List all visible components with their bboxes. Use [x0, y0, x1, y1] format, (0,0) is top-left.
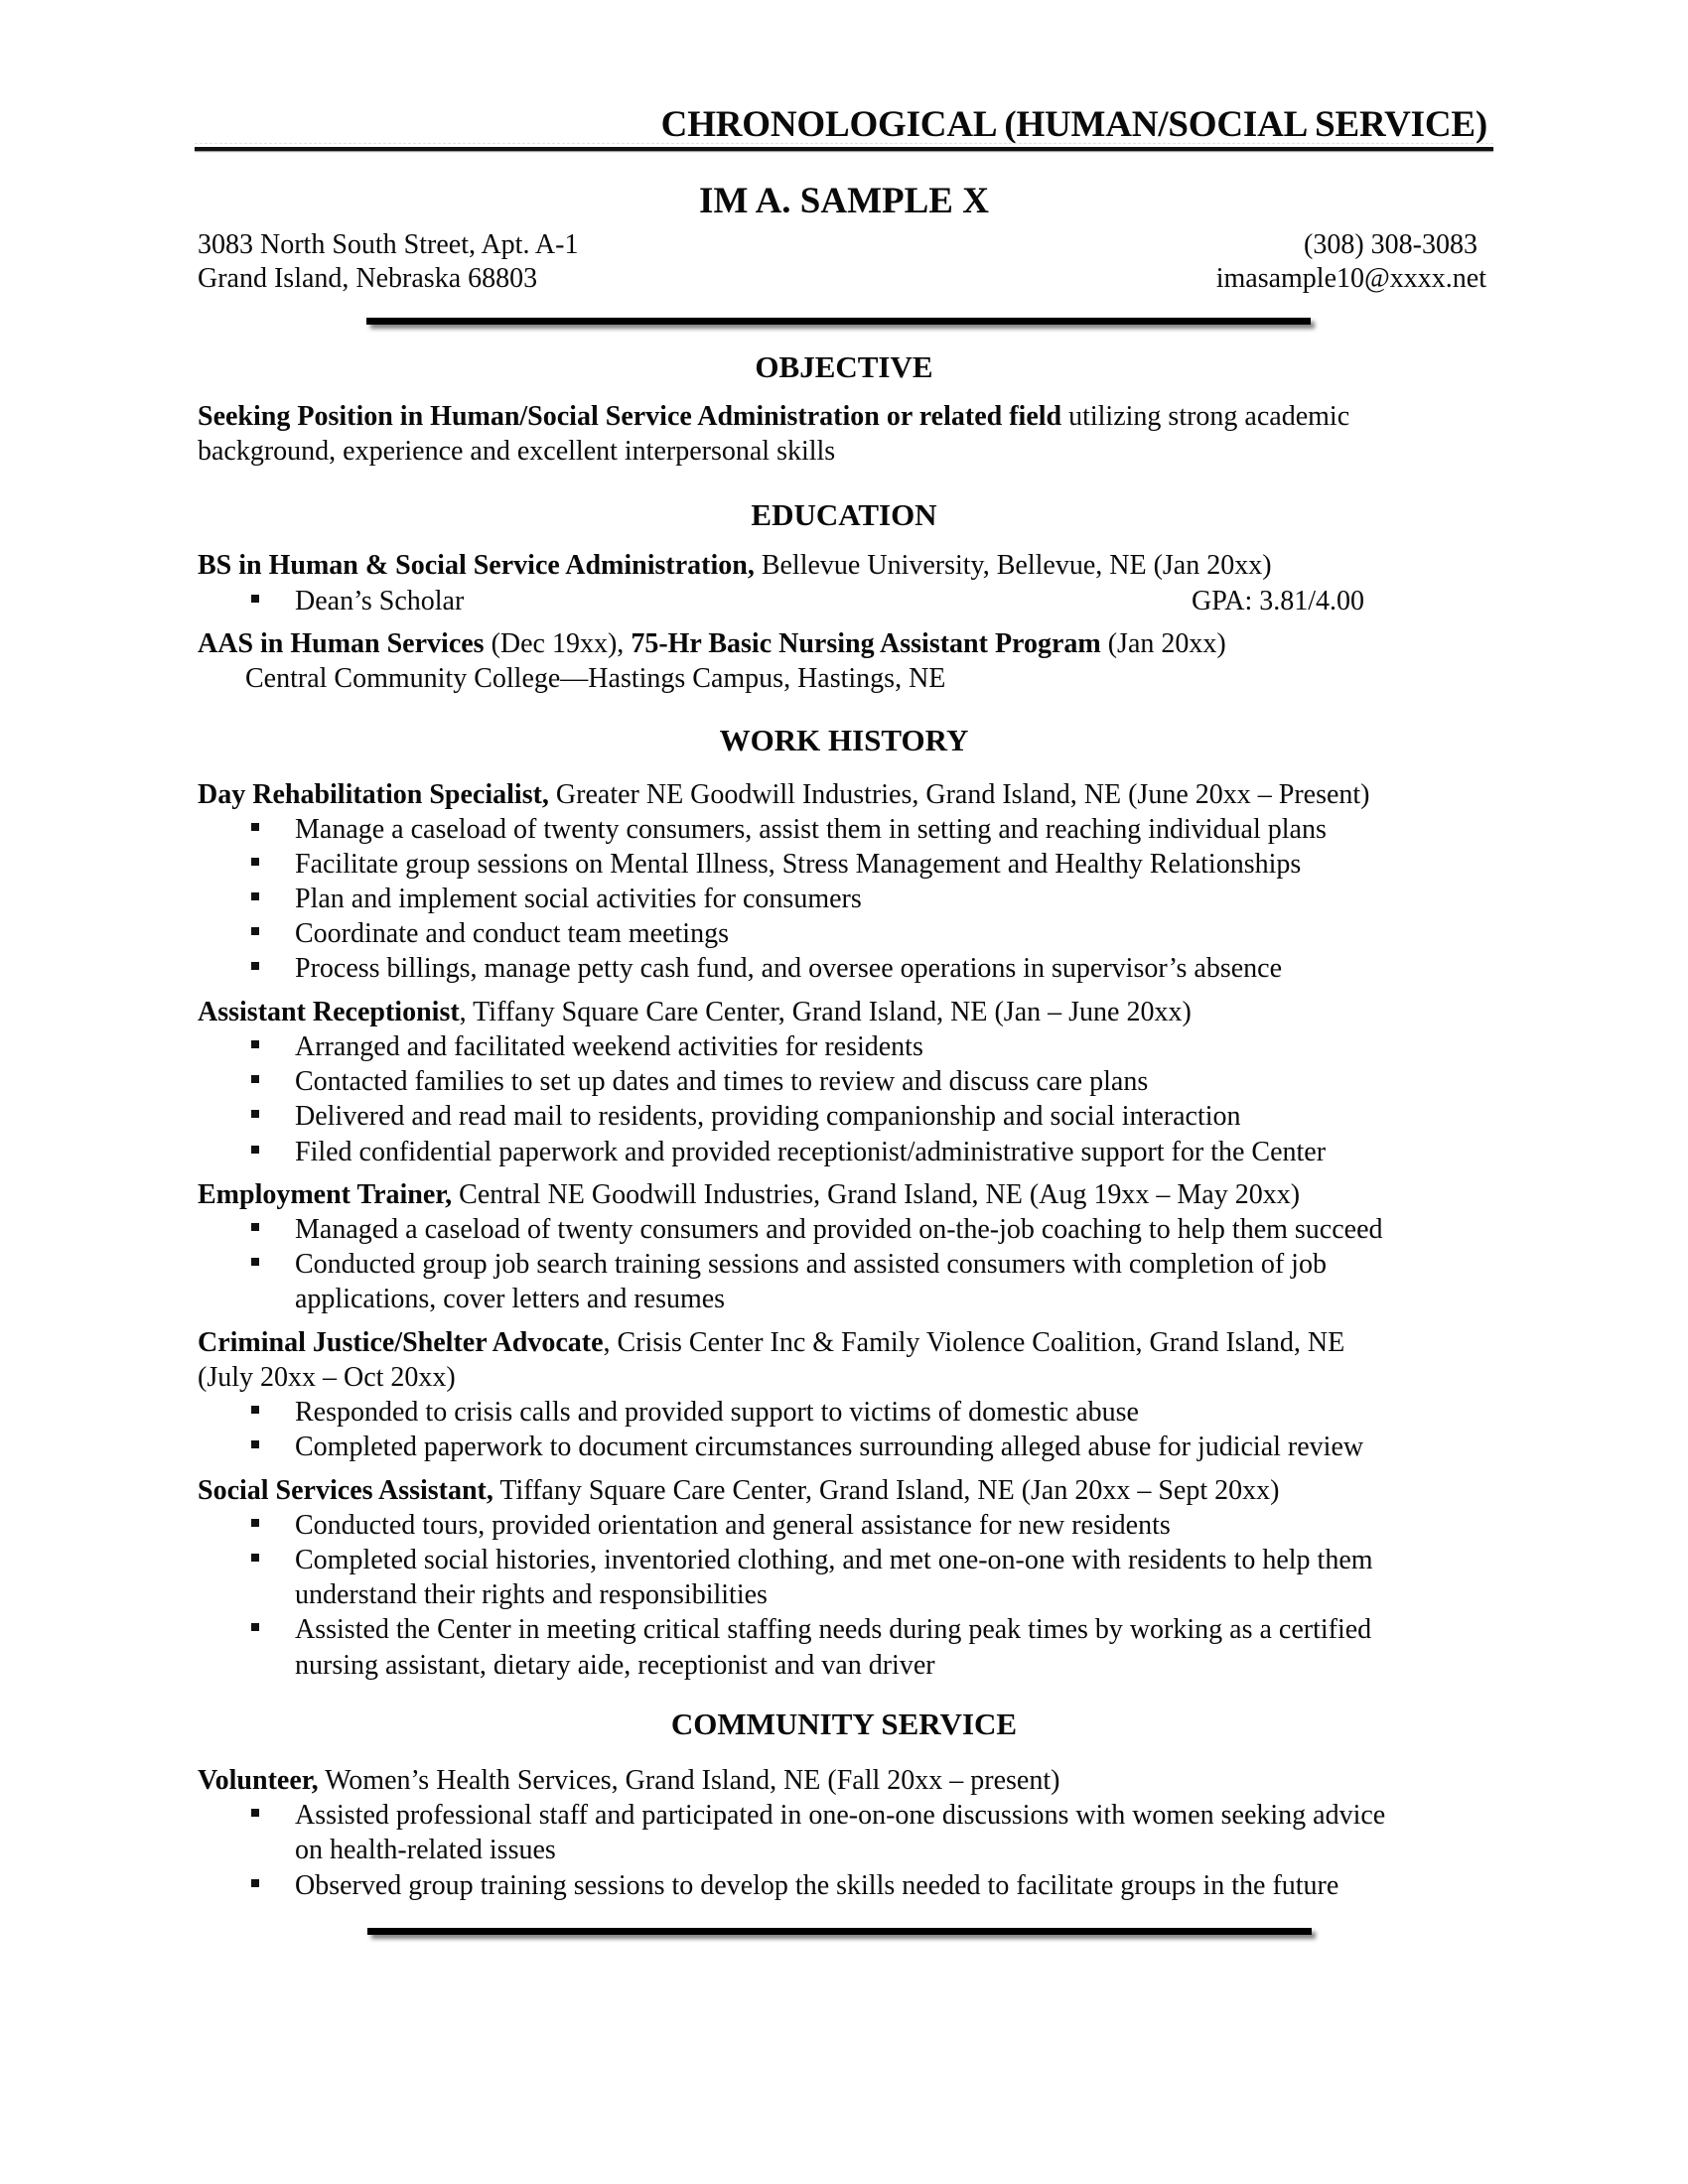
objective-text: utilizing strong academic	[1061, 401, 1350, 432]
volunteer-heading	[198, 1763, 1059, 1798]
degree-2-program: 75-Hr Basic Nursing Assistant Program	[631, 628, 1101, 659]
objective-line-1	[198, 399, 1349, 434]
job-bullet: Contacted families to set up dates and times to review and discuss care plans	[295, 1066, 1149, 1097]
bullet-icon	[251, 1519, 259, 1527]
bullet-icon	[251, 858, 259, 866]
job-bullet: Facilitate group sessions on Mental Illness, Stress Management and Healthy Relationships	[295, 849, 1302, 880]
job-bullet: Arranged and facilitated weekend activities for residents	[295, 1031, 923, 1062]
degree-2-program-date: (Jan 20xx)	[1100, 628, 1226, 659]
address-line-1: 3083 North South Street, Apt. A-1	[198, 229, 579, 260]
job-heading	[198, 1177, 1300, 1212]
job-title: Day Rehabilitation Specialist,	[198, 779, 549, 810]
job-details: Greater NE Goodwill Industries, Grand Island, NE (June 20xx – Present)	[548, 779, 1370, 810]
bullet-icon	[251, 1554, 259, 1562]
volunteer-title: Volunteer,	[198, 1765, 319, 1796]
volunteer-bullet: Assisted professional staff and participated in one-on-one discussions with women seeking advice	[295, 1800, 1386, 1831]
degree-2	[198, 626, 1226, 661]
bullet-icon	[251, 927, 259, 935]
degree-1-honor: Dean’s Scholar	[295, 586, 465, 616]
header-dashed-guide	[195, 143, 1493, 144]
header-rule	[195, 147, 1493, 151]
job-bullet-continuation: nursing assistant, dietary aide, receptionist and van driver	[295, 1650, 935, 1681]
job-title: Social Services Assistant,	[198, 1475, 493, 1506]
bullet-icon	[251, 1040, 259, 1048]
bullet-icon	[251, 1110, 259, 1118]
volunteer-bullet: Observed group training sessions to develop the skills needed to facilitate groups in the future	[295, 1870, 1339, 1901]
section-divider-bottom	[367, 1928, 1312, 1935]
job-bullet: Coordinate and conduct team meetings	[295, 918, 729, 949]
bullet-icon	[251, 1258, 259, 1266]
job-bullet: Delivered and read mail to residents, providing companionship and social interaction	[295, 1101, 1241, 1132]
bullet-icon	[251, 1075, 259, 1083]
job-title: Assistant Receptionist	[198, 997, 460, 1027]
degree-2-title: AAS in Human Services	[198, 628, 485, 659]
bullet-icon	[251, 962, 259, 970]
job-bullet: Conducted group job search training sessions and assisted consumers with completion of job	[295, 1249, 1327, 1280]
job-bullet: Completed social histories, inventoried clothing, and met one-on-one with residents to help them	[295, 1545, 1373, 1575]
bullet-icon	[251, 1146, 259, 1154]
job-bullet: Conducted tours, provided orientation and general assistance for new residents	[295, 1510, 1171, 1541]
candidate-name: IM A. SAMPLE X	[699, 181, 989, 221]
job-bullet: Filed confidential paperwork and provided receptionist/administrative support for the Center	[295, 1137, 1327, 1167]
job-bullet: Responded to crisis calls and provided support to victims of domestic abuse	[295, 1397, 1139, 1428]
degree-2-date: (Dec 19xx),	[484, 628, 632, 659]
job-heading	[198, 777, 1370, 812]
objective-heading: OBJECTIVE	[755, 349, 933, 384]
community-service-heading: COMMUNITY SERVICE	[670, 1706, 1018, 1741]
degree-2-school: Central Community College—Hastings Campus, Hastings, NE	[245, 663, 946, 694]
job-bullet-continuation: applications, cover letters and resumes	[295, 1284, 726, 1314]
objective-bold-text: Seeking Position in Human/Social Service Administration or related field	[198, 401, 1062, 432]
job-bullet-continuation: understand their rights and responsibilities	[295, 1579, 768, 1610]
section-divider-top	[366, 318, 1311, 325]
job-bullet: Completed paperwork to document circumstances surrounding alleged abuse for judicial review	[295, 1432, 1364, 1462]
job-heading	[198, 1325, 1344, 1360]
job-bullet: Plan and implement social activities for consumers	[295, 884, 862, 914]
job-heading	[198, 995, 1192, 1029]
job-dates: (July 20xx – Oct 20xx)	[198, 1362, 456, 1393]
bullet-icon	[251, 823, 259, 831]
degree-1-title: BS in Human & Social Service Administration,	[198, 550, 755, 581]
education-heading: EDUCATION	[751, 497, 937, 532]
bullet-icon	[251, 1809, 259, 1817]
resume-type-title: CHRONOLOGICAL (HUMAN/SOCIAL SERVICE)	[660, 104, 1487, 145]
job-bullet: Manage a caseload of twenty consumers, assist them in setting and reaching individual plans	[295, 814, 1327, 845]
bullet-icon	[251, 892, 259, 900]
job-heading	[198, 1473, 1279, 1508]
objective-line-2: background, experience and excellent interpersonal skills	[198, 436, 836, 467]
volunteer-details: Women’s Health Services, Grand Island, NE (Fall 20xx – present)	[318, 1765, 1060, 1796]
job-details: , Tiffany Square Care Center, Grand Island, NE (Jan – June 20xx)	[459, 997, 1192, 1027]
volunteer-bullet-continuation: on health-related issues	[295, 1835, 556, 1865]
job-bullet: Assisted the Center in meeting critical staffing needs during peak times by working as a certified	[295, 1614, 1372, 1645]
degree-1-gpa: GPA: 3.81/4.00	[1192, 586, 1365, 616]
job-bullet: Process billings, manage petty cash fund, and oversee operations in supervisor’s absence	[295, 953, 1282, 984]
job-details: , Crisis Center Inc & Family Violence Coalition, Grand Island, NE	[603, 1327, 1345, 1358]
bullet-icon	[251, 1879, 259, 1887]
bullet-icon	[251, 1440, 259, 1448]
job-title: Criminal Justice/Shelter Advocate	[198, 1327, 604, 1358]
degree-1	[198, 548, 1272, 583]
email-address: imasample10@xxxx.net	[1215, 263, 1486, 294]
bullet-icon	[251, 1623, 259, 1631]
address-line-2: Grand Island, Nebraska 68803	[198, 263, 538, 294]
bullet-icon	[251, 1406, 259, 1414]
phone-number: (308) 308-3083	[1304, 229, 1477, 260]
bullet-icon	[251, 595, 259, 603]
bullet-icon	[251, 1223, 259, 1231]
degree-1-details: Bellevue University, Bellevue, NE (Jan 20xx)	[754, 550, 1272, 581]
job-bullet: Managed a caseload of twenty consumers and provided on-the-job coaching to help them succeed	[295, 1214, 1383, 1245]
job-details: Tiffany Square Care Center, Grand Island, NE (Jan 20xx – Sept 20xx)	[492, 1475, 1280, 1506]
work-history-heading: WORK HISTORY	[719, 723, 969, 757]
job-details: Central NE Goodwill Industries, Grand Island, NE (Aug 19xx – May 20xx)	[452, 1179, 1301, 1210]
job-title: Employment Trainer,	[198, 1179, 453, 1210]
